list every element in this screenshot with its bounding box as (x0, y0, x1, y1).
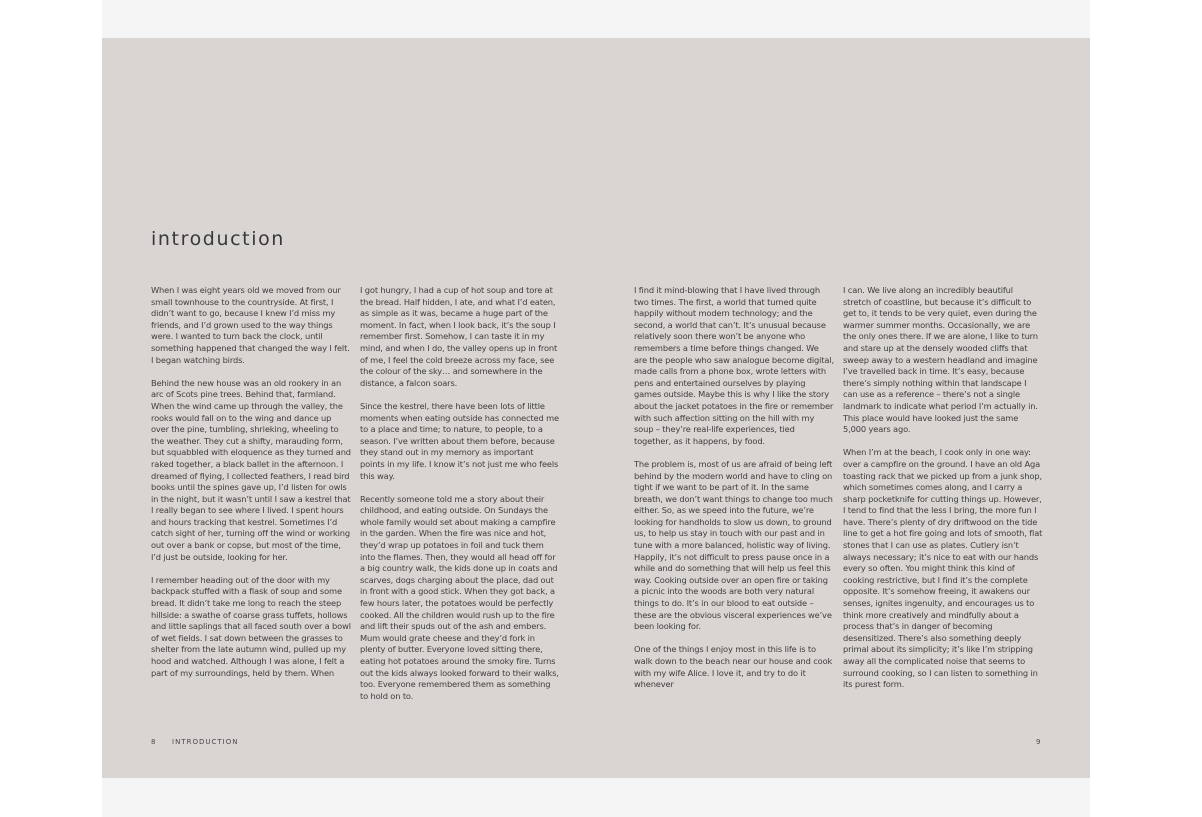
chapter-title: introduction (151, 228, 285, 250)
running-head: INTRODUCTION (172, 738, 239, 746)
paragraph: The problem is, most of us are afraid of being left behind by the modern world and have to cling on tight if we want to be part of it. In the same breath, we don’t want things to change too much either. So, as we speed into the future, we’re looking for handholds to slow us down, to ground us, to help us stay in touch with our past and in tune with a more balanced, holistic way of living. Happily, it’s not difficult to press pause once in a while and do something that will help us feel this way. Cooking outside over an open fire or taking a picnic into the woods are both very natural things to do. It’s in our blood to eat outside – these are the obvious visceral experiences we’ve been looking for. (634, 458, 833, 632)
paragraph: I remember heading out of the door with my backpack stuffed with a flask of soup and some bread. It didn’t take me long to reach the steep hillside: a swathe of coarse grass tuffets, hollows and little saplings that all faced south over a bowl of wet fields. I sat down between the grasses to shelter from the late autumn wind, pulled up my hood and watched. Although I was alone, I felt a part of my surroundings, held by them. When (151, 574, 351, 678)
left-page-column-1 (151, 285, 351, 691)
paragraph: One of the things I enjoy most in this life is to walk down to the beach near our house and cook with my wife Alice. I love it, and try to do it whenever (634, 644, 833, 690)
book-spread (102, 38, 1090, 778)
right-page-column-2 (843, 285, 1043, 702)
paragraph: I can. We live along an incredibly beautiful stretch of coastline, but because it’s difficult to get to, it tends to be very quiet, even during the warmer summer months. Occasionally, we are the only ones there. If we are alone, I like to turn and stare up at the densely wooded cliffs that sweep away to a western headland and imagine I’ve travelled back in time. It’s easy, because there’s simply nothing within that landscape I can use as a reference – there’s not a single landmark to indicate what period I’m actually in. This place would have looked just the same 5,000 years ago. (843, 285, 1038, 435)
paragraph: I find it mind-blowing that I have lived through two times. The first, a world that turned quite happily without modern technology; and the second, a world that can’t. It’s unusual because relatively soon there won’t be anyone who remembers a time before things changed. We are the people who saw analogue become digital, made calls from a phone box, wrote letters with pens and entertained ourselves by playing games outside. Maybe this is why I like the story about the jacket potatoes in the fire or remember with such affection sitting on the hill with my soup – they’re real-life experiences, tied together, as it happens, by food. (634, 285, 834, 446)
paragraph: I got hungry, I had a cup of hot soup and tore at the bread. Half hidden, I ate, and what I’d eaten, as simple as it was, became a huge part of the moment. In fact, when I look back, it’s the soup I remember first. Somehow, I can taste it in my mind, and when I do, the valley opens up in front of me, I feel the cold breeze across my face, see the colour of the sky… and somewhere in the distance, a falcon soars. (360, 285, 558, 388)
right-page-number: 9 (1036, 738, 1042, 746)
left-page-column-2 (360, 285, 560, 714)
paragraph: Behind the new house was an old rookery in an arc of Scots pine trees. Behind that, farmland. When the wind came up through the valley, the rooks would fall on to the wing and dance up over the pine, tumbling, shrieking, wheeling to the weather. They cut a shifty, marauding form, but squabbled with eloquence as they turned and raked together, a black ballet in the afternoon. I dreamed of flying, I collected feathers, I read bird books until the spines gave up, I’d listen for owls in the night, but it wasn’t until I saw a kestrel that I really began to see where I lived. I spent hours and hours tracking that kestrel. Sometimes I’d catch sight of her, turning off the wind or working out over a bank or copse, but most of the time, I’d just be outside, looking for her. (151, 377, 351, 562)
paragraph: Recently someone told me a story about their childhood, and eating outside. On Sundays the whole family would set about making a campfire in the garden. When the fire was nice and hot, they’d wrap up potatoes in foil and tuck them into the flames. Then, they would all head off for a big country walk, the kids done up in coats and scarves, dogs charging about the place, dad out in front with a good stick. When they got back, a few hours later, the potatoes would be perfectly cooked. All the children would rush up to the fire and lift their spuds out of the ash and embers. Mum would grate cheese and they’d fork in plenty of butter. Everyone loved sitting there, eating hot potatoes around the smoky fire. Turns out the kids always looked forward to their walks, too. Everyone remembered them as something to hold on to. (360, 493, 559, 701)
paragraph: When I was eight years old we moved from our small townhouse to the countryside. At first, I didn’t want to go, because I knew I’d miss my friends, and I’d grown used to the way things were. I wanted to turn back the clock, until something happened that changed the way I felt. I began watching birds. (151, 285, 350, 365)
right-page-column-1 (634, 285, 834, 702)
left-page-number: 8 (151, 738, 157, 746)
paragraph: When I’m at the beach, I cook only in one way: over a campfire on the ground. I have an old Aga toasting rack that we picked up from a junk shop, which sometimes comes along, and I carry a sharp pocketknife for cutting things up. However, I tend to find that the less I bring, the more fun I have. There’s plenty of dry driftwood on the tide line to get a hot fire going and lots of smooth, flat stones that I can use as plates. Cutlery isn’t always necessary; it’s nice to eat with our hands every so often. You might think this kind of cooking restrictive, but I find it’s the complete opposite. It’s somehow freeing, it awakens our senses, ignites ingenuity, and encourages us to think more creatively and mindfully about a process that’s in danger of becoming desensitized. There’s also something deeply primal about its simplicity; it’s like I’m stripping away all the complicated noise that seems to surround cooking, so I can listen to something in its purest form. (843, 447, 1043, 690)
paragraph: Since the kestrel, there have been lots of little moments when eating outside has connected me to a place and time; to nature, to people, to a season. I’ve written about them before, because they stand out in my memory as important points in my life. I know it’s not just me who feels this way. (360, 400, 559, 481)
